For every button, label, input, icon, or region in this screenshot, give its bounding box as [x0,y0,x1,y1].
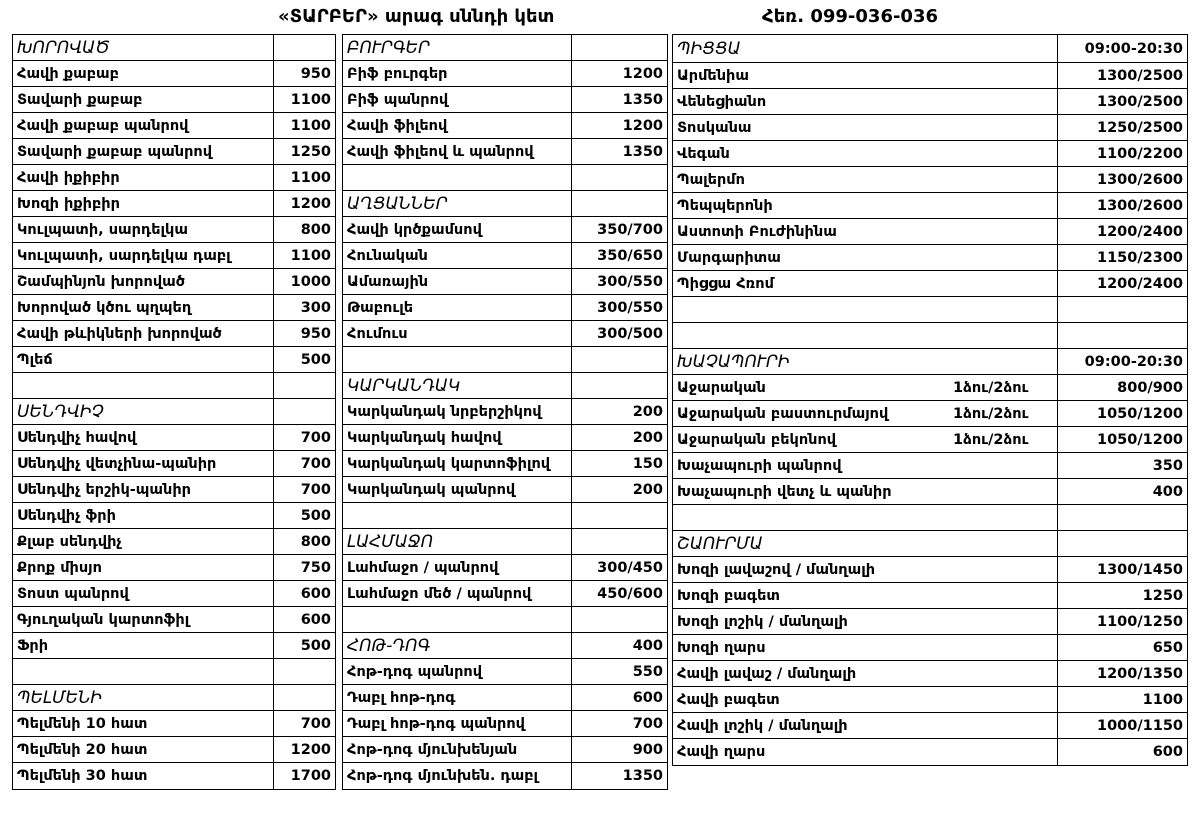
section-title: ԽՈՐՈՎԱԾ [17,37,110,58]
item-name: Կարկանդակ նրբերշիկով [347,403,542,420]
item-price: 550 [571,659,667,684]
menu-item-row [343,399,667,425]
item-name: Խորոված կծու պղպեղ [17,299,192,316]
item-price: 1300/1450 [1057,557,1187,582]
item-name: Տավարի քաբաբ պանրով [17,143,213,160]
item-name: Ֆրի [17,637,49,654]
section-title: ԱՂՑԱՆՆԵՐ [347,193,448,214]
item-price: 800 [273,529,335,554]
item-price: 900 [571,737,667,762]
menu-item-row [13,529,335,555]
item-price: 1150/2300 [1057,245,1187,270]
item-name: Պելմենի 30 հատ [17,768,148,784]
item-name: Ամառային [347,273,429,290]
section-heading [343,35,667,61]
item-price: 400 [1057,479,1187,504]
item-name [677,297,1055,322]
menu-item-row [673,557,1187,583]
item-price: 1700 [273,763,335,789]
item-name: Պլեճ [17,351,53,368]
item-price: 1100 [273,113,335,138]
menu-item-row [673,427,1187,453]
item-name: Կուլպատի, սարդելկա [17,221,188,238]
section-hours-or-price: 09:00-20:30 [1057,349,1187,374]
menu-item-row [13,555,335,581]
menu-item-row [673,479,1187,505]
menu-item-row [13,451,335,477]
item-name: Խոզի իքիբիր [17,195,120,212]
section-heading [13,399,335,425]
blank-row [13,659,335,685]
item-price: 750 [273,555,335,580]
blank-row [13,373,335,399]
item-name: Մարգարիտա [677,249,781,266]
item-price [273,659,335,684]
item-price: 1200/2400 [1057,219,1187,244]
item-price: 1300/2600 [1057,167,1187,192]
item-price [1057,323,1187,348]
section-hours-or-price: 400 [571,633,667,658]
item-price: 200 [571,399,667,424]
item-price [571,607,667,632]
section-title: ՀՈԹ-ԴՈԳ [347,635,431,656]
menu-item-row [13,217,335,243]
section-hours-or-price [571,373,667,398]
item-price: 300/550 [571,295,667,320]
menu-item-row [673,687,1187,713]
section-hours-or-price [273,685,335,710]
item-name: Տոստ պանրով [17,585,129,602]
section-hours-or-price [571,191,667,216]
section-heading [673,531,1187,557]
item-price: 200 [571,425,667,450]
section-hours-or-price: 09:00-20:30 [1057,35,1187,62]
menu-title: «ՏԱՐԲԵՐ» արագ սննդի կետ [278,6,555,27]
item-name: Հավի բագետ [677,691,780,708]
item-price: 600 [1057,739,1187,765]
item-price: 1100 [273,165,335,190]
item-name: Հումուս [347,325,408,342]
blank-row [673,505,1187,531]
item-price [273,373,335,398]
item-price [1057,297,1187,322]
section-title: ԿԱՐԿԱՆԴԱԿ [347,375,461,396]
item-price: 1300/2500 [1057,89,1187,114]
item-price: 700 [273,477,335,502]
item-name: Պալերմո [677,171,745,188]
item-price: 1350 [571,763,667,789]
menu-item-row [343,321,667,347]
item-price: 950 [273,61,335,86]
item-name: Լահմաջո մեծ / պանրով [347,585,532,602]
item-price: 350/700 [571,217,667,242]
item-price: 300 [273,295,335,320]
item-price: 1050/1200 [1057,427,1187,452]
item-price [571,347,667,372]
menu-column-burger-salad-hotdog [342,34,668,790]
menu-item-row [673,193,1187,219]
section-title: ԼԱՀՄԱՋՈ [347,531,434,552]
item-price: 1100/2200 [1057,141,1187,166]
item-price: 1100/1250 [1057,609,1187,634]
menu-column-pizza-khachapuri-shawarma [672,34,1188,766]
item-price: 950 [273,321,335,346]
item-name: Պիցցա Հռոմ [677,275,774,292]
item-name: Աջարական բեկոնով [677,431,837,448]
menu-item-row [673,167,1187,193]
menu-item-row [343,477,667,503]
menu-item-row [343,685,667,711]
section-hours-or-price [273,399,335,424]
menu-item-row [13,321,335,347]
blank-row [343,165,667,191]
section-heading [343,191,667,217]
menu-item-row [13,165,335,191]
menu-item-row [343,763,667,789]
item-name: Սենդվիչ ֆրի [17,507,116,524]
section-hours-or-price [571,35,667,60]
item-name: Կարկանդակ հավով [347,429,502,446]
menu-item-row [13,113,335,139]
item-name: Քլաբ սենդվիչ [17,533,122,550]
item-egg-option: 1ձու/2ձու [953,379,1029,396]
item-name: Պեպպերոնի [677,197,773,214]
section-heading [343,529,667,555]
item-name: Աջարական [677,379,766,396]
blank-row [343,503,667,529]
item-name: Հավի ֆիլեով և պանրով [347,143,534,160]
menu-item-row [673,375,1187,401]
menu-item-row [673,661,1187,687]
section-title: ՊԻՑՑԱ [677,38,741,59]
item-name: Կարկանդակ պանրով [347,481,516,498]
item-price: 1250/2500 [1057,115,1187,140]
item-name: Հոթ-դոգ մյունխեն. դաբլ [347,768,539,784]
item-price: 600 [571,685,667,710]
item-name: Խաչապուրի վետչ և պանիր [677,483,892,500]
item-name: Դաբլ հոթ-դոգ [347,689,456,706]
item-price: 700 [571,711,667,736]
section-title: ԽԱՉԱՊՈՒՐԻ [677,351,790,372]
item-price: 450/600 [571,581,667,606]
menu-item-row [673,89,1187,115]
item-price: 1100 [273,243,335,268]
item-name: Կուլպատի, սարդելկա դաբլ [17,247,231,264]
section-heading [343,633,667,659]
item-price: 500 [273,633,335,658]
item-name: Հավի կրծքամսով [347,221,482,238]
item-price: 1200 [571,113,667,138]
item-price: 300/500 [571,321,667,346]
menu-item-row [13,61,335,87]
menu-item-row [13,581,335,607]
menu-item-row [13,347,335,373]
item-name [347,503,569,528]
menu-item-row [673,401,1187,427]
item-name: Տոսկանա [677,119,752,136]
item-price: 1250 [1057,583,1187,608]
menu-item-row [343,711,667,737]
menu-item-row [343,425,667,451]
item-price: 1050/1200 [1057,401,1187,426]
section-title: ՊԵԼՄԵՆԻ [17,687,103,708]
item-name: Դաբլ հոթ-դոգ պանրով [347,715,525,732]
blank-row [673,297,1187,323]
menu-item-row [673,583,1187,609]
item-name: Խոզի լավաշով / մանղալի [677,561,876,578]
item-price: 1200 [273,737,335,762]
item-name: Արմենիա [677,67,749,84]
item-name: Աստոտի Բուժինինա [677,223,837,240]
item-name: Հավի ֆիլեով [347,117,448,134]
item-price: 1100 [273,87,335,112]
menu-item-row [673,713,1187,739]
menu-item-row [343,61,667,87]
item-name [17,373,271,398]
item-name: Հավի լոշիկ / մանղալի [677,717,848,734]
menu-item-row [343,295,667,321]
item-name: Հավի ղարս [677,744,766,760]
section-hours-or-price [1057,531,1187,556]
item-name: Աջարական բաստուրմայով [677,405,889,422]
item-price: 200 [571,477,667,502]
menu-item-row [673,115,1187,141]
item-price: 300/450 [571,555,667,580]
item-price: 350 [1057,453,1187,478]
item-price: 1250 [273,139,335,164]
item-egg-option: 1ձու/2ձու [953,431,1029,448]
menu-item-row [343,737,667,763]
item-price: 1200/1350 [1057,661,1187,686]
menu-item-row [673,453,1187,479]
item-name: Հոթ-դոգ մյունխենյան [347,741,518,758]
item-price: 800/900 [1057,375,1187,400]
section-title: ՇԱՈՒՐՄԱ [677,533,763,554]
item-name [677,323,1055,348]
menu-item-row [13,295,335,321]
item-name: Տավարի քաբաբ [17,91,143,108]
item-price: 300/550 [571,269,667,294]
menu-item-row [343,269,667,295]
item-price: 1200 [571,61,667,86]
item-name: Սենդվիչ հավով [17,429,137,446]
menu-item-row [13,191,335,217]
section-title: ԲՈՒՐԳԵՐ [347,37,430,58]
item-name: Հավի քաբաբ [17,65,119,82]
item-name: Հավի քաբաբ պանրով [17,117,189,134]
item-name: Հավի լավաշ / մանղալի [677,665,857,682]
menu-item-row [13,139,335,165]
item-name: Շամպինյոն խորոված [17,273,185,290]
section-heading [13,35,335,61]
item-name: Վենեցիանո [677,93,767,110]
item-price [571,165,667,190]
item-price: 600 [273,581,335,606]
menu-item-row [673,245,1187,271]
section-title: ՍԵՆԴՎԻՉ [17,401,104,422]
item-name [347,607,569,632]
menu-item-row [13,711,335,737]
item-price: 1300/2500 [1057,63,1187,88]
item-name: Սենդվիչ երշիկ-պանիր [17,481,191,498]
item-price: 1300/2600 [1057,193,1187,218]
item-name: Հոթ-դոգ պանրով [347,663,483,680]
menu-item-row [673,739,1187,765]
item-price: 500 [273,503,335,528]
section-heading [673,349,1187,375]
item-price: 800 [273,217,335,242]
item-price: 1100 [1057,687,1187,712]
item-name: Հունական [347,247,428,264]
menu-item-row [13,425,335,451]
menu-item-row [673,63,1187,89]
item-name: Պելմենի 20 հատ [17,741,148,758]
menu-item-row [343,113,667,139]
item-name [347,347,569,372]
menu-item-row [13,633,335,659]
section-heading [13,685,335,711]
menu-item-row [13,243,335,269]
menu-item-row [343,217,667,243]
menu-item-row [13,477,335,503]
menu-item-row [13,737,335,763]
item-price: 1350 [571,139,667,164]
phone-number: Հեռ. 099-036-036 [762,6,939,27]
item-price: 600 [273,607,335,632]
menu-item-row [673,271,1187,297]
item-price: 1000/1150 [1057,713,1187,738]
item-price: 700 [273,425,335,450]
menu-item-row [343,555,667,581]
blank-row [673,323,1187,349]
item-price [1057,505,1187,530]
item-name: Հավի թևիկների խորոված [17,325,222,342]
section-heading [343,373,667,399]
menu-item-row [13,503,335,529]
item-name: Խաչապուրի պանրով [677,457,842,474]
item-name [17,659,271,684]
item-name: Կարկանդակ կարտոֆիլով [347,455,551,472]
item-price: 700 [273,711,335,736]
item-name: Լահմաջո / պանրով [347,559,499,576]
item-price: 150 [571,451,667,476]
menu-item-row [13,607,335,633]
menu-item-row [13,269,335,295]
menu-item-row [13,87,335,113]
menu-item-row [673,219,1187,245]
section-heading [673,35,1187,63]
menu-column-grill-sandwich-pelmeni [12,34,336,790]
menu-item-row [343,451,667,477]
item-name: Վեգան [677,145,730,162]
blank-row [343,607,667,633]
item-price [571,503,667,528]
item-name: Բիֆ բուրգեր [347,65,448,82]
item-price: 1350 [571,87,667,112]
item-name: Հավի իքիբիր [17,169,120,186]
menu-item-row [343,581,667,607]
menu-item-row [673,609,1187,635]
item-price: 1200/2400 [1057,271,1187,296]
item-egg-option: 1ձու/2ձու [953,405,1029,422]
item-price: 1200 [273,191,335,216]
menu-item-row [673,635,1187,661]
item-name: Բիֆ պանրով [347,91,449,108]
section-hours-or-price [571,529,667,554]
item-price: 1000 [273,269,335,294]
item-price: 650 [1057,635,1187,660]
item-name [347,165,569,190]
menu-item-row [13,763,335,789]
item-name: Թաբուլե [347,299,414,316]
item-name: Խոզի ղարս [677,639,766,656]
menu-item-row [343,243,667,269]
item-price: 700 [273,451,335,476]
item-name: Պելմենի 10 հատ [17,715,148,732]
menu-item-row [343,87,667,113]
item-name: Քրոք միսյո [17,559,102,576]
item-name: Գյուղական կարտոֆիլ [17,611,190,628]
item-name [677,505,1055,530]
item-name: Սենդվիչ վետչինա-պանիր [17,455,217,472]
section-hours-or-price [273,35,335,60]
item-price: 350/650 [571,243,667,268]
item-price: 500 [273,347,335,372]
item-name: Խոզի բագետ [677,587,780,604]
menu-item-row [673,141,1187,167]
menu-item-row [343,139,667,165]
blank-row [343,347,667,373]
item-name: Խոզի լոշիկ / մանղալի [677,613,848,630]
menu-item-row [343,659,667,685]
